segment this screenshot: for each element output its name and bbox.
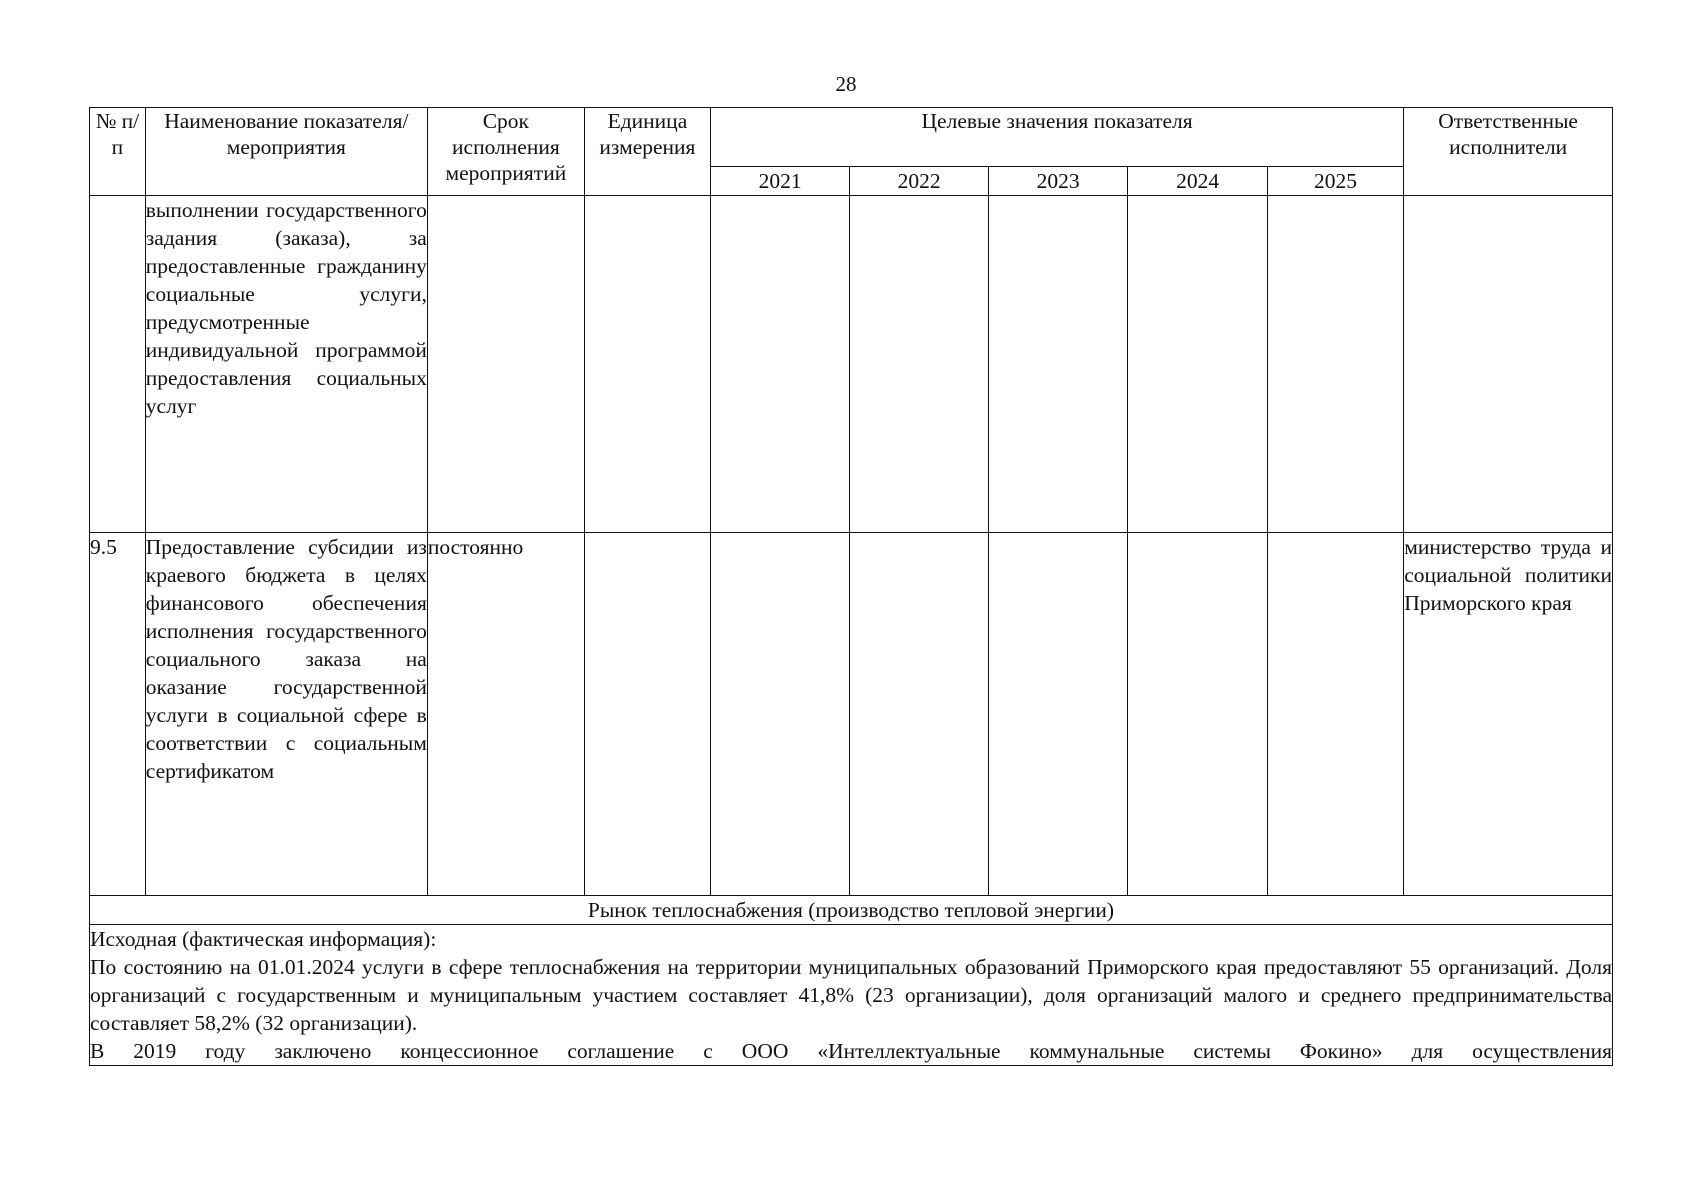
row-deadline: постоянно [427,533,584,896]
info-line: По состоянию на 01.01.2024 услуги в сфере теплоснабжения на территории муниципальных образований Приморского края предоставляют 55 организаций. Доля организаций с государственным и муниципальным участием составляет 41,8% (23 организации), доля организаций малого и среднего предпринимательства составляет 58,2% (32 организации). [90,955,1612,1035]
row-unit [584,196,710,533]
table-row [90,533,1613,896]
info-line: В 2019 году заключено концессионное соглашение с ООО «Интеллектуальные коммунальные системы Фокино» для осуществления [90,1039,1612,1063]
row-num: 9.5 [90,533,146,896]
row-value-2025 [1267,533,1403,896]
row-num [90,196,146,533]
row-responsible: министерство труда и социальной политики Приморского края [1404,533,1613,896]
section-info [90,925,1613,1066]
row-name: выполнении государственного задания (заказа), за предоставленные гражданину социальные услуги, предусмотренные индивидуальной программой предоставления социальных услуг [145,196,427,533]
info-line: Исходная (фактическая информация): [90,927,437,951]
row-value-2025 [1267,196,1403,533]
page-number: 28 [835,72,857,96]
row-deadline [427,196,584,533]
section-info-row [90,925,1613,1066]
header-row [90,108,1613,167]
row-value-2024 [1128,533,1267,896]
row-value-2021 [710,196,849,533]
row-unit [584,533,710,896]
header-year: 2024 [1128,167,1267,196]
header-deadline: Срок исполнения мероприятий [427,108,584,196]
section-title: Рынок теплоснабжения (производство тепловой энергии) [90,896,1613,925]
row-value-2022 [850,196,988,533]
header-targets: Целевые значения показателя [710,108,1403,167]
row-responsible [1404,196,1613,533]
header-unit: Единица измерения [584,108,710,196]
table-row [90,196,1613,533]
row-value-2021 [710,533,849,896]
header-year: 2023 [988,167,1127,196]
row-value-2023 [988,196,1127,533]
header-num: № п/п [90,108,146,196]
row-value-2022 [850,533,988,896]
section-title-row [90,896,1613,925]
header-year: 2022 [850,167,988,196]
header-name: Наименование показателя/мероприятия [145,108,427,196]
row-name: Предоставление субсидии из краевого бюджета в целях финансового обеспечения исполнения государственного социального заказа на оказание государственной услуги в социальной сфере в соответствии с социальным сертификатом [145,533,427,896]
indicators-table [89,107,1613,1066]
header-year: 2021 [710,167,849,196]
row-value-2023 [988,533,1127,896]
row-value-2024 [1128,196,1267,533]
header-year: 2025 [1267,167,1403,196]
header-responsible: Ответственные исполнители [1404,108,1613,196]
